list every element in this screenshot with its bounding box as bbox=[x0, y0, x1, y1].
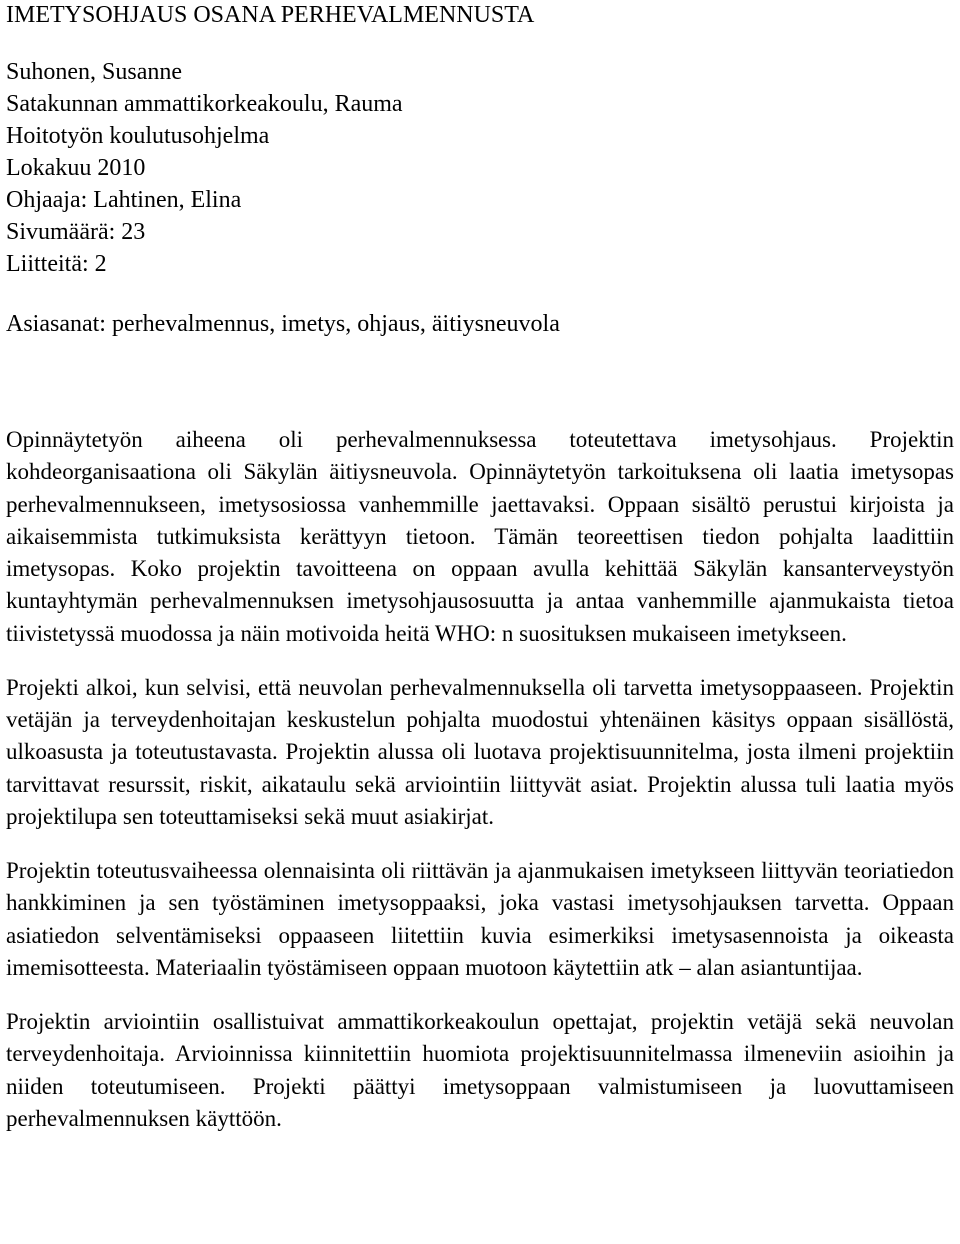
author-line: Suhonen, Susanne bbox=[6, 59, 182, 85]
abstract-paragraph: Opinnäytetyön aiheena oli perhevalmennuksessa toteutettava imetysohjaus. Projektin kohdeorganisaationa oli Säkylän äitiysneuvola. Opinnäytetyön tarkoituksena oli laatia imetysopas perhevalmennukseen, imetysosiossa vanhemmille jaettavaksi. Oppaan sisältö perustui kirjoista ja aikaisemmista tutkimuksista kerättyyn tietoon. Tämän teoreettisen tiedon pohjalta laadittiin imetysopas. Koko projektin tavoitteena on oppaan avulla kehittää Säkylän kansanterveystyön kuntayhtymän perhevalmennuksen imetysohjausosuutta ja antaa vanhemmille ajanmukaista tietoa tiivistetyssä muodossa ja näin motivoida heitä WHO: n suosituksen mukaiseen imetykseen. bbox=[6, 427, 954, 646]
metadata-block bbox=[6, 56, 403, 280]
keywords-line: Asiasanat: perhevalmennus, imetys, ohjaus, äitiysneuvola bbox=[6, 311, 560, 337]
date-line: Lokakuu 2010 bbox=[6, 155, 146, 181]
abstract-paragraph: Projekti alkoi, kun selvisi, että neuvolan perhevalmennuksella oli tarvetta imetysoppaaseen. Projektin vetäjän ja terveydenhoitajan keskustelun pohjalta muodostui yhtenäinen käsitys oppaan sisällöstä, ulkoasusta ja toteutustavasta. Projektin alussa oli luotava projektisuunnitelma, josta ilmeni projektiin tarvittavat resurssit, riskit, aikataulu sekä arviointiin liittyvät asiat. Projektin alussa tuli laatia myös projektilupa sen toteuttamiseksi sekä muut asiakirjat. bbox=[6, 674, 954, 829]
appendices-line: Liitteitä: 2 bbox=[6, 251, 107, 277]
programme-line: Hoitotyön koulutusohjelma bbox=[6, 123, 270, 149]
supervisor-line: Ohjaaja: Lahtinen, Elina bbox=[6, 187, 242, 213]
document-title: IMETYSOHJAUS OSANA PERHEVALMENNUSTA bbox=[6, 2, 535, 28]
abstract-paragraph: Projektin arviointiin osallistuivat ammattikorkeakoulun opettajat, projektin vetäjä sekä neuvolan terveydenhoitaja. Arvioinnissa kiinnitettiin huomiota projektisuunnitelmassa ilmeneviin asioihin ja niiden toteutumiseen. Projekti päättyi imetysoppaan valmistumiseen ja luovuttamiseen perhevalmennuksen käyttöön. bbox=[6, 1009, 954, 1131]
page-count-line: Sivumäärä: 23 bbox=[6, 219, 146, 245]
abstract-paragraph: Projektin toteutusvaiheessa olennaisinta oli riittävän ja ajanmukaisen imetykseen liittyvän teoriatiedon hankkiminen ja sen työstäminen imetysoppaaksi, joka vastasi imetysohjauksen tarvetta. Oppaan asiatiedon selventämiseksi oppaaseen liitettiin kuvia esimerkiksi imetysasennoista ja oikeasta imemisotteesta. Materiaalin työstämiseen oppaan muotoon käytettiin atk – alan asiantuntijaa. bbox=[6, 858, 954, 980]
abstract-text bbox=[6, 424, 954, 1157]
institution-line: Satakunnan ammattikorkeakoulu, Rauma bbox=[6, 91, 403, 117]
